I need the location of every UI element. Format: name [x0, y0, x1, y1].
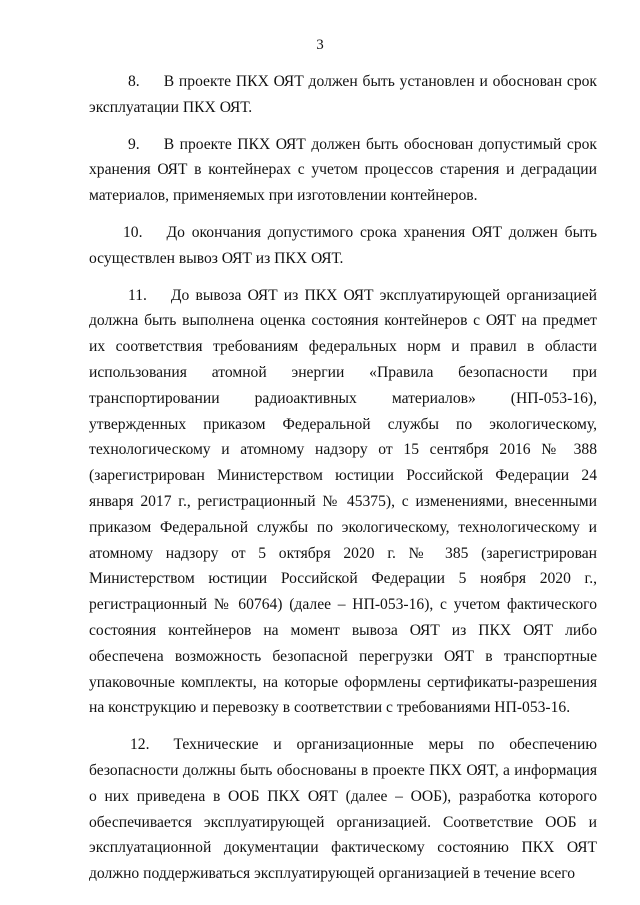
paragraph-8 [89, 69, 597, 121]
paragraph-12 [89, 732, 597, 887]
paragraph-text: До окончания допустимого срока хранения ОЯТ должен быть осуществлен вывоз ОЯТ из ПКХ ОЯТ. [89, 223, 597, 267]
paragraph-9 [89, 132, 597, 209]
paragraph-text: В проекте ПКХ ОЯТ должен быть обоснован допустимый срок хранения ОЯТ в контейнерах с учетом процессов старения и деградации материалов, применяемых при изготовлении контейнеров. [89, 135, 597, 205]
paragraph-11 [89, 283, 597, 722]
paragraph-text: Технические и организационные меры по обеспечению безопасности должны быть обоснованы в проекте ПКХ ОЯТ, а информация о них приведена в ООБ ПКХ ОЯТ (далее – ООБ), разработка которого обеспечивается эксплуатирующей организацией. Соответствие ООБ и эксплуатационной документации фактическому состоянию ПКХ ОЯТ должно поддерживаться эксплуатирующей организацией в течение всего [89, 736, 597, 883]
document-body [89, 69, 597, 898]
paragraph-number: 8. [128, 73, 140, 90]
paragraph-number: 11. [128, 286, 147, 304]
page-number: 3 [316, 37, 324, 53]
paragraph-10 [89, 220, 597, 272]
paragraph-number: 10. [123, 223, 143, 241]
paragraph-text: В проекте ПКХ ОЯТ должен быть установлен и обоснован срок эксплуатации ПКХ ОЯТ. [89, 73, 597, 116]
paragraph-text: До вывоза ОЯТ из ПКХ ОЯТ эксплуатирующей организацией должна быть выполнена оценка состояния контейнеров с ОЯТ на предмет их соответствия требованиям федеральных норм и правил в области использования атомной энергии «Правила безопасности при транспортировании радиоактивных материалов» (НП-053-16), утвержденных приказом Федеральной службы по экологическому, технологическому и атомному надзору от 15 сентября 2016 № 388 (зарегистрирован Министерством юстиции Российской Федерации 24 января 2017 г., регистрационный № 45375), с изменениями, внесенными приказом Федеральной службы по экологическому, технологическому и атомному надзору от 5 октября 2020 г. № 385 (зарегистрирован Министерством юстиции Российской Федерации 5 ноября 2020 г., регистрационный № 60764) (далее – НП-053-16), с учетом фактического состояния контейнеров на момент вывоза ОЯТ из ПКХ ОЯТ либо обеспечена возможность безопасной перегрузки ОЯТ в транспортные упаковочные комплекты, на которые оформлены сертификаты-разрешения на конструкцию и перевозку в соответствии с требованиями НП-053-16. [89, 286, 597, 717]
paragraph-number: 9. [128, 135, 140, 153]
paragraph-number: 12. [130, 736, 150, 754]
